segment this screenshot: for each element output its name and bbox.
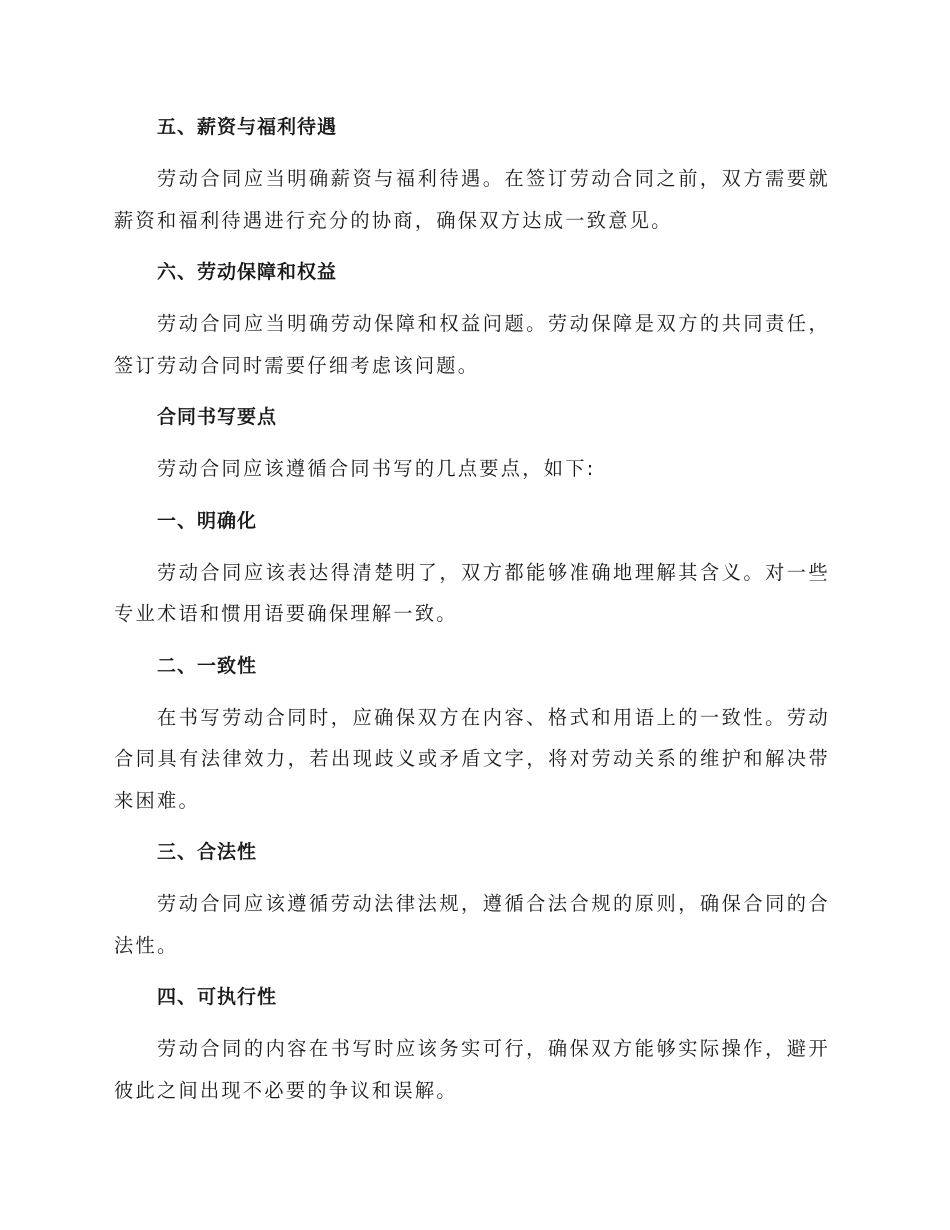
paragraph-salary: 劳动合同应当明确薪资与福利待遇。在签订劳动合同之前，双方需要就薪资和福利待遇进行充分的协商，确保双方达成一致意见。 bbox=[114, 167, 830, 232]
paragraph-legality: 劳动合同应该遵循劳动法律法规，遵循合法合规的原则，确保合同的合法性。 bbox=[114, 892, 830, 957]
section-heading-enforceability: 四、可执行性 bbox=[157, 986, 278, 1008]
document-page bbox=[114, 106, 830, 1111]
section-heading-salary: 五、薪资与福利待遇 bbox=[157, 116, 338, 138]
paragraph-enforceability: 劳动合同的内容在书写时应该务实可行，确保双方能够实际操作，避开彼此之间出现不必要的争议和误解。 bbox=[114, 1037, 830, 1102]
section-heading-writing-points: 合同书写要点 bbox=[157, 406, 278, 428]
paragraph-writing-points: 劳动合同应该遵循合同书写的几点要点，如下: bbox=[157, 457, 596, 480]
paragraph-clarity: 劳动合同应该表达得清楚明了，双方都能够准确地理解其含义。对一些专业术语和惯用语要确保理解一致。 bbox=[114, 560, 830, 625]
section-heading-legality: 三、合法性 bbox=[157, 841, 258, 863]
section-heading-clarity: 一、明确化 bbox=[157, 509, 258, 532]
section-heading-consistency: 二、一致性 bbox=[157, 654, 258, 677]
section-heading-labor-protection: 六、劳动保障和权益 bbox=[157, 261, 338, 283]
paragraph-labor-protection: 劳动合同应当明确劳动保障和权益问题。劳动保障是双方的共同责任，签订劳动合同时需要仔细考虑该问题。 bbox=[114, 312, 830, 377]
paragraph-consistency: 在书写劳动合同时，应确保双方在内容、格式和用语上的一致性。劳动合同具有法律效力，若出现歧义或矛盾文字，将对劳动关系的维护和解决带来困难。 bbox=[114, 705, 830, 812]
